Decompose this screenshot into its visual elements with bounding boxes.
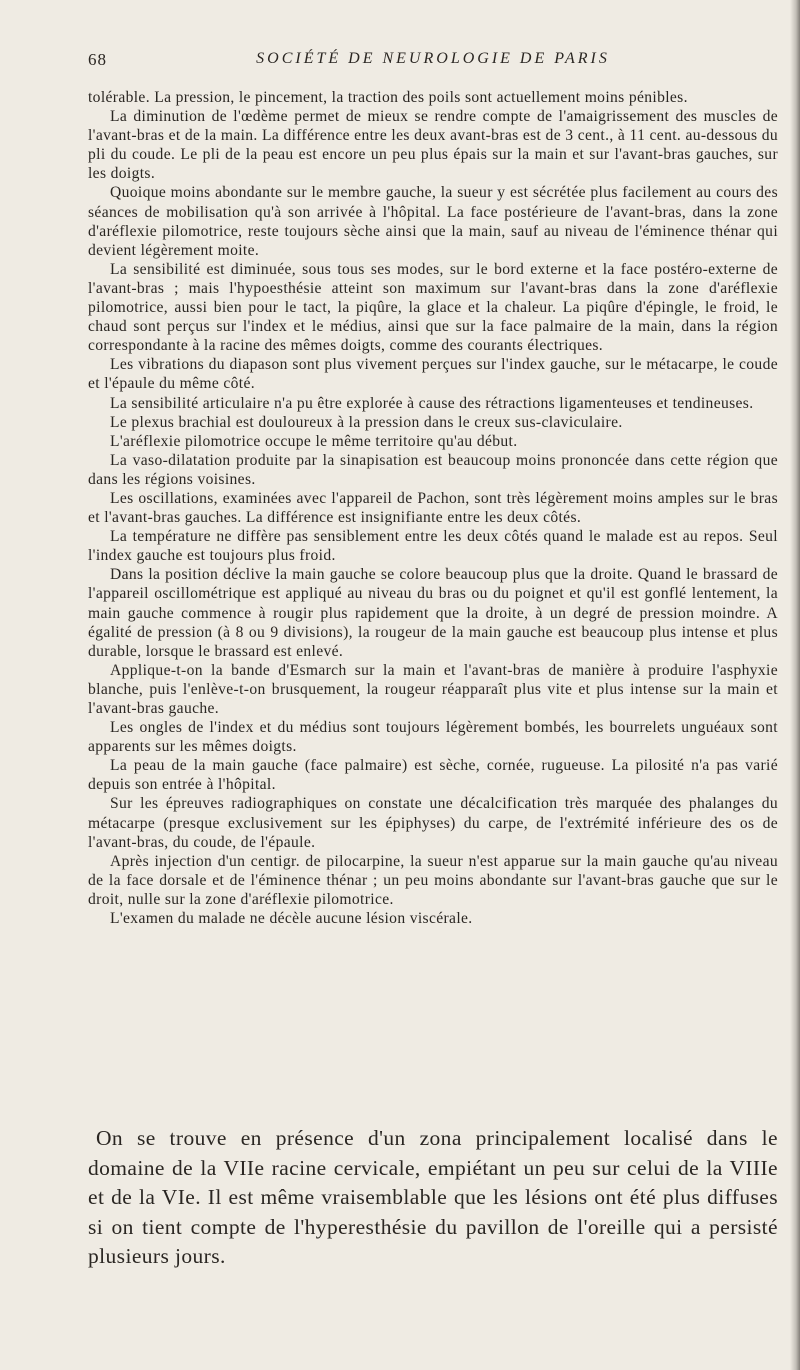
paragraph: La température ne diffère pas sensiblement entre les deux côtés quand le malade est au repos. Seul l'index gauche est toujours plus froid. (88, 528, 778, 565)
page-number: 68 (88, 50, 107, 69)
page-header (88, 50, 778, 74)
paragraph: L'examen du malade ne décèle aucune lésion viscérale. (110, 910, 473, 928)
paragraph: Les ongles de l'index et du médius sont toujours légèrement bombés, les bourrelets unguéaux sont apparents sur les mêmes doigts. (88, 719, 778, 756)
paragraph: Les oscillations, examinées avec l'appareil de Pachon, sont très légèrement moins amples sur le bras et l'avant-bras gauches. La différence est insignifiante entre les deux côtés. (88, 489, 778, 527)
paragraph: La sensibilité est diminuée, sous tous ses modes, sur le bord externe et la face postéro-externe de l'avant-bras ; mais l'hypoesthésie atteint son maximum sur l'avant-bras dans la zone d'aréflexie pilomotrice, aussi bien pour le tact, la piqûre, la glace et la chaleur. La piqûre d'épingle, le froid, le chaud sont perçus sur l'index et le médius, ainsi que sur la face palmaire de la main, dans la région correspondante à la racine des mêmes doigts, comme des courants électriques. (88, 260, 778, 355)
body-text (88, 88, 778, 928)
paragraph: Dans la position déclive la main gauche se colore beaucoup plus que la droite. Quand le brassard de l'appareil oscillométrique est appliqué au niveau du bras ou du poignet et qu'il est gonflé lentement, la main gauche commence à rougir plus rapidement que la droite, à un degré de pression moindre. A égalité de pression (à 8 ou 9 divisions), la rougeur de la main gauche est beaucoup plus intense et plus durable, lorsque le brassard est enlevé. (88, 566, 778, 660)
page-edge-shadow (790, 0, 800, 1370)
paragraph: L'aréflexie pilomotrice occupe le même territoire qu'au début. (110, 432, 518, 450)
paragraph: La vaso-dilatation produite par la sinapisation est beaucoup moins prononcée dans cette région que dans les régions voisines. (88, 451, 778, 488)
paragraph: Les vibrations du diapason sont plus vivement perçues sur l'index gauche, sur le métacarpe, le coude et l'épaule du même côté. (88, 356, 778, 393)
paragraph: Applique-t-on la bande d'Esmarch sur la main et l'avant-bras de manière à produire l'asphyxie blanche, puis l'enlève-t-on brusquement, la rougeur réapparaît plus vite et plus intense sur la main et l'avant-bras gauche. (88, 661, 778, 717)
running-title: SOCIÉTÉ DE NEUROLOGIE DE PARIS (256, 50, 610, 67)
paragraph: Le plexus brachial est douloureux à la pression dans le creux sus-claviculaire. (110, 413, 623, 431)
paragraph: Sur les épreuves radiographiques on constate une décalcification très marquée des phalanges du métacarpe (presque exclusivement sur les épiphyses) du carpe, de l'extrémité inférieure des os de l'avant-bras, du coude, de l'épaule. (88, 795, 778, 851)
conclusion-text (88, 1124, 778, 1272)
paragraph: Quoique moins abondante sur le membre gauche, la sueur y est sécrétée plus facilement au cours des séances de mobilisation qu'à son arrivée à l'hôpital. La face postérieure de l'avant-bras, dans la zone d'aréflexie pilomotrice, reste toujours sèche ainsi que la main, sauf au niveau de l'éminence thénar qui devient légèrement moite. (88, 184, 778, 259)
paragraph: La diminution de l'œdème permet de mieux se rendre compte de l'amaigrissement des muscles de l'avant-bras et de la main. La différence entre les deux avant-bras est de 3 cent., à 11 cent. au-dessous du pli du coude. Le pli de la peau est encore un peu plus épais sur la main et sur l'avant-bras gauches, sur les doigts. (88, 108, 778, 183)
conclusion-paragraph: On se trouve en présence d'un zona principalement localisé dans le domaine de la VIIe racine cervicale, empiétant un peu sur celui de la VIIIe et de la VIe. Il est même vraisemblable que les lésions ont été plus diffuses si on tient compte de l'hyperesthésie du pavillon de l'oreille qui a persisté plusieurs jours. (88, 1126, 778, 1268)
paragraph: La peau de la main gauche (face palmaire) est sèche, cornée, rugueuse. La pilosité n'a pas varié depuis son entrée à l'hôpital. (88, 757, 778, 794)
paragraph: Après injection d'un centigr. de pilocarpine, la sueur n'est apparue sur la main gauche qu'au niveau de la face dorsale et de l'éminence thénar ; un peu moins abondante sur l'avant-bras gauche que sur le droit, nulle sur la zone d'aréflexie pilomotrice. (88, 852, 778, 908)
paragraph: tolérable. La pression, le pincement, la traction des poils sont actuellement moins pénibles. (88, 89, 688, 106)
paragraph: La sensibilité articulaire n'a pu être explorée à cause des rétractions ligamenteuses et tendineuses. (110, 394, 754, 412)
